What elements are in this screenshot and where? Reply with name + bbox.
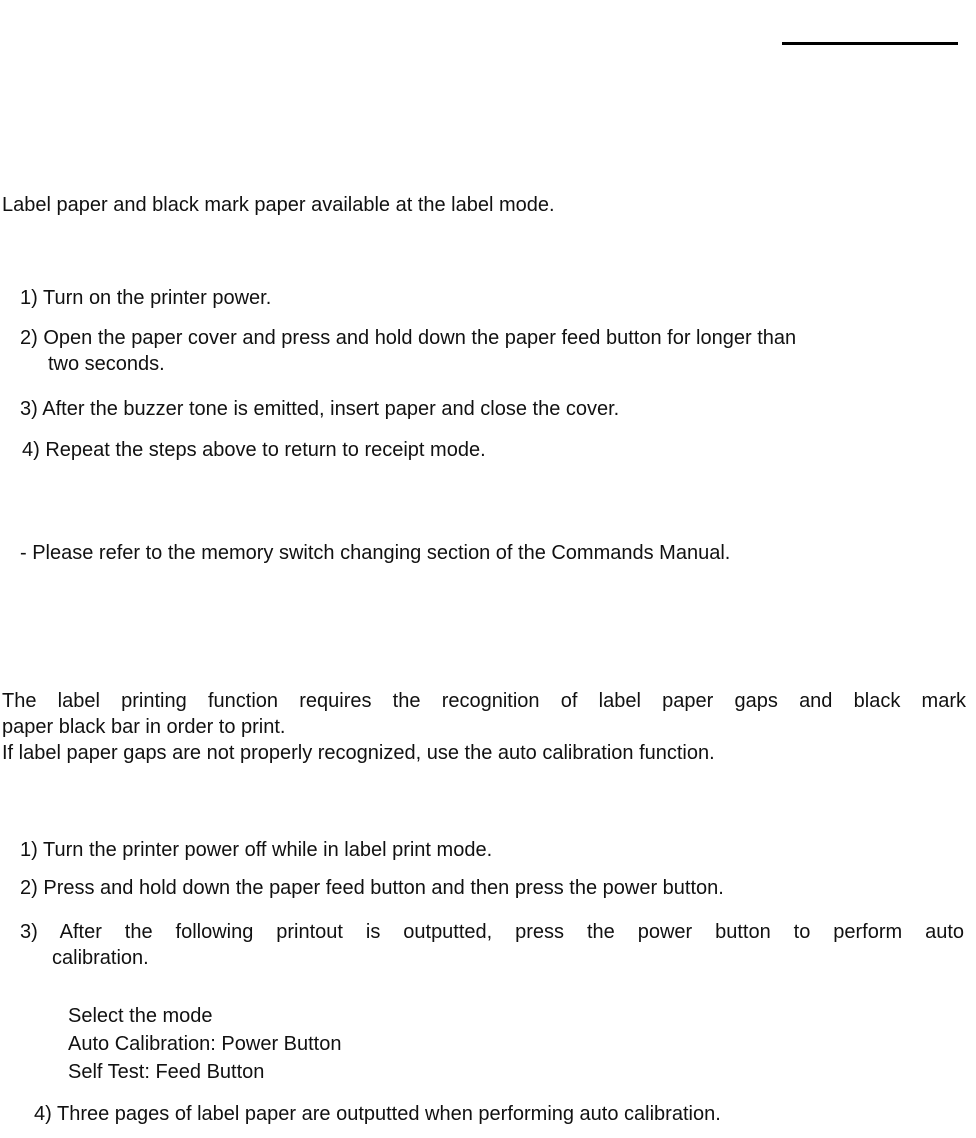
memory-switch-note: - Please refer to the memory switch changing section of the Commands Manual.	[20, 542, 731, 564]
calibration-step-4	[34, 1102, 721, 1126]
calibration-intro-line-3: If label paper gaps are not properly recognized, use the auto calibration function.	[2, 742, 715, 764]
printout-line-1: Select the mode	[68, 1005, 213, 1027]
label-mode-text: Label paper and black mark paper available at the label mode.	[2, 194, 555, 216]
step-text: Open the paper cover and press and hold down the paper feed button for longer than	[43, 327, 797, 349]
step-number: 1)	[20, 839, 38, 861]
step-text: Turn the printer power off while in label print mode.	[43, 839, 493, 861]
calibration-step-1	[20, 838, 492, 862]
calibration-step-2	[20, 876, 724, 900]
printout-line-2: Auto Calibration: Power Button	[68, 1033, 342, 1055]
step-text: After the following printout is outputted, press the power button to perform auto	[59, 921, 964, 943]
printout-line-3: Self Test: Feed Button	[68, 1061, 265, 1083]
step-number: 4)	[22, 439, 40, 461]
step-number: 3)	[20, 398, 38, 420]
mode-step-2	[20, 325, 966, 377]
step-text-continued: two seconds.	[48, 353, 165, 375]
step-text: Three pages of label paper are outputted when performing auto calibration.	[57, 1103, 721, 1125]
mode-step-4	[22, 438, 486, 462]
step-number: 3)	[20, 921, 38, 943]
calibration-intro	[2, 688, 966, 766]
calibration-intro-line-1: The label printing function requires the recognition of label paper gaps and black mark	[2, 690, 966, 712]
calibration-step-3	[20, 919, 964, 971]
step-number: 2)	[20, 327, 38, 349]
header-rule	[782, 42, 958, 45]
step-number: 1)	[20, 287, 38, 309]
mode-step-3	[20, 397, 619, 421]
sample-printout	[68, 1002, 342, 1086]
step-text: Repeat the steps above to return to receipt mode.	[45, 439, 486, 461]
step-text: After the buzzer tone is emitted, insert paper and close the cover.	[42, 398, 620, 420]
step-text-continued: calibration.	[52, 947, 149, 969]
step-number: 2)	[20, 877, 38, 899]
step-number: 4)	[34, 1103, 52, 1125]
step-text: Turn on the printer power.	[43, 287, 272, 309]
step-text: Press and hold down the paper feed button and then press the power button.	[43, 877, 724, 899]
calibration-intro-line-2: paper black bar in order to print.	[2, 716, 286, 738]
mode-step-1	[20, 286, 271, 310]
